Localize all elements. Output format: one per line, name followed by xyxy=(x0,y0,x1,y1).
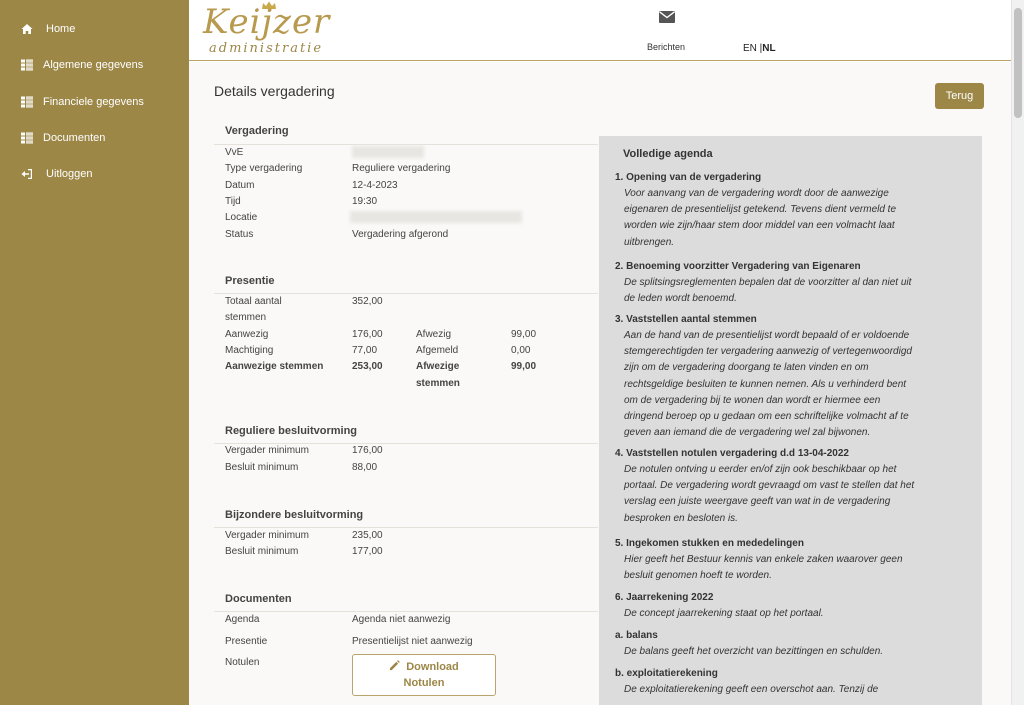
section-title-vergadering: Vergadering xyxy=(225,125,289,137)
agenda-item xyxy=(615,628,965,660)
agenda-item-text: De splitsingsreglementen bepalen dat de voorzitter al dan niet uit xyxy=(624,277,912,288)
agenda-item-text: Hier geeft het Bestuur kennis van enkele zaken waarover geen xyxy=(624,554,903,565)
field-value: 352,00 xyxy=(352,296,383,307)
field-value: 176,00 xyxy=(352,329,383,340)
agenda-title: Volledige agenda xyxy=(623,148,713,160)
field-label: Afwezige xyxy=(416,361,460,372)
agenda-item-text: uitbrengen. xyxy=(624,236,675,248)
agenda-item-text: besproken en besloten is. xyxy=(624,512,738,524)
field-label: Aanwezig xyxy=(225,329,269,340)
agenda-item xyxy=(615,170,965,251)
field-label: Besluit minimum xyxy=(225,462,299,473)
agenda-item-text: De exploitatierekening geeft een overschot aan. Tenzij de xyxy=(624,684,879,695)
sidebar-item-documenten[interactable] xyxy=(21,132,105,144)
envelope-icon[interactable] xyxy=(659,11,675,23)
language-switcher xyxy=(743,43,776,54)
home-icon xyxy=(21,23,33,35)
field-value: 177,00 xyxy=(352,546,383,557)
agenda-item-text: De notulen ontving u eerder en/of zijn ook beschikbaar op het xyxy=(624,464,897,475)
field-label: Afgemeld xyxy=(416,345,459,356)
agenda-item-text: portaal. De vergadering wordt gevraagd om vast te stellen dat het xyxy=(624,480,915,492)
field-label: Agenda xyxy=(225,614,260,625)
main-content xyxy=(189,62,1011,705)
field-label: Presentie xyxy=(225,636,268,647)
sidebar-item-label: Algemene gegevens xyxy=(43,59,144,71)
field-value: 88,00 xyxy=(352,462,378,473)
sidebar-item-label: Documenten xyxy=(43,132,106,144)
download-notulen-button[interactable] xyxy=(352,654,496,696)
field-label: Tijd xyxy=(225,196,241,207)
sidebar-item-label: Home xyxy=(46,23,76,35)
lang-separator: | xyxy=(756,43,763,54)
agenda-item xyxy=(615,259,965,307)
divider xyxy=(214,611,598,612)
field-label: Notulen xyxy=(225,657,260,668)
section-title-documenten: Documenten xyxy=(225,593,292,605)
row-datum xyxy=(225,180,254,191)
agenda-item-heading: 3. Vaststellen aantal stemmen xyxy=(615,314,757,325)
download-label: Download xyxy=(353,660,495,673)
agenda-item xyxy=(615,590,965,622)
field-label: Machtiging xyxy=(225,345,274,356)
agenda-item-heading: 2. Benoeming voorzitter Vergadering van Eigenaren xyxy=(615,261,861,272)
field-value: Presentielijst niet aanwezig xyxy=(352,636,473,647)
field-value: 12-4-2023 xyxy=(352,180,398,191)
agenda-item xyxy=(615,446,965,527)
page-title: Details vergadering xyxy=(214,83,335,99)
divider xyxy=(214,527,598,528)
field-label: stemmen xyxy=(225,312,267,323)
section-title-bijzondere-besluitvorming: Bijzondere besluitvorming xyxy=(225,509,364,521)
page-scrollbar[interactable] xyxy=(1011,0,1024,705)
sidebar-item-home[interactable] xyxy=(21,23,75,35)
agenda-item xyxy=(615,666,965,698)
agenda-item-text: besluit genomen hoeft te worden. xyxy=(624,570,772,582)
redacted-vve-value xyxy=(352,146,424,158)
agenda-item-text: eigenaren de presentielijst getekend. Tevens dient vermeld te xyxy=(624,204,897,216)
agenda-item-heading: 6. Jaarrekening 2022 xyxy=(615,592,714,603)
field-label: Vergader minimum xyxy=(225,445,309,456)
agenda-item-text: worden wie zijn/haar stem door middel van een volmacht laat xyxy=(624,220,895,232)
sidebar-item-algemene-gegevens[interactable] xyxy=(21,59,143,71)
field-value: 176,00 xyxy=(352,445,383,456)
field-value: 19:30 xyxy=(352,196,378,207)
divider xyxy=(214,144,598,145)
redacted-locatie-value xyxy=(350,211,522,223)
row-type xyxy=(225,163,302,174)
field-value: 235,00 xyxy=(352,530,383,541)
agenda-item xyxy=(615,312,965,441)
field-value: Agenda niet aanwezig xyxy=(352,614,451,625)
agenda-item-text: om de vergadering bij te wonen dan wordt er hiermee een xyxy=(624,394,881,406)
row-status xyxy=(225,229,253,240)
agenda-item-text: zijn om de vergadering doorgang te laten vinden en om xyxy=(624,362,869,374)
field-label: Besluit minimum xyxy=(225,546,299,557)
sidebar-item-label: Financiele gegevens xyxy=(43,96,144,108)
field-label: Type vergadering xyxy=(225,163,303,174)
agenda-item-heading: b. exploitatierekening xyxy=(615,668,718,679)
messages-link[interactable]: Berichten xyxy=(647,42,686,52)
list-icon xyxy=(21,132,33,144)
logo-tagline: administratie xyxy=(209,41,324,56)
lang-en-link[interactable]: EN xyxy=(743,43,757,54)
field-label: Status xyxy=(225,229,254,240)
field-label: stemmen xyxy=(416,378,460,389)
sidebar-item-label: Uitloggen xyxy=(46,168,93,180)
sidebar-item-uitloggen[interactable] xyxy=(21,168,92,180)
sidebar-item-financiele-gegevens[interactable] xyxy=(21,96,144,108)
agenda-item-heading: 4. Vaststellen notulen vergadering d.d 13-04-2022 xyxy=(615,448,849,459)
field-value: 99,00 xyxy=(511,361,537,372)
top-header xyxy=(189,0,1011,61)
agenda-item-text: geven aan iemand die de vergadering wel zal bijwonen. xyxy=(624,427,871,439)
section-title-reguliere-besluitvorming: Reguliere besluitvorming xyxy=(225,425,358,437)
agenda-item-heading: 1. Opening van de vergadering xyxy=(615,172,762,183)
field-value: 253,00 xyxy=(352,361,383,372)
field-label: Vergader minimum xyxy=(225,530,309,541)
divider xyxy=(214,443,598,444)
agenda-panel xyxy=(599,136,982,705)
agenda-item-text: verslag een juiste weergave geeft van wat in de vergadering xyxy=(624,496,891,508)
agenda-item-heading: 5. Ingekomen stukken en mededelingen xyxy=(615,538,804,549)
agenda-item-text: Voor aanvang van de vergadering wordt door de aanwezige xyxy=(624,188,889,199)
row-tijd xyxy=(225,196,241,207)
agenda-item xyxy=(615,536,965,584)
logo-wordmark: Keijzer xyxy=(203,2,331,42)
field-value: 0,00 xyxy=(511,345,531,356)
agenda-item-text: rechtsgeldige besluiten te kunnen nemen. Als u verhinderd bent xyxy=(624,378,907,390)
field-value: Reguliere vergadering xyxy=(352,163,451,174)
sidebar xyxy=(0,0,189,705)
logo[interactable] xyxy=(203,3,343,59)
field-label: Afwezig xyxy=(416,329,452,340)
pencil-icon xyxy=(389,660,400,671)
field-label: Datum xyxy=(225,180,255,191)
agenda-item-text: De concept jaarrekening staat op het portaal. xyxy=(624,608,824,619)
row-locatie xyxy=(225,212,257,223)
list-icon xyxy=(21,59,33,71)
back-button[interactable]: Terug xyxy=(935,83,984,109)
agenda-item-text: dringend beroep op u gedaan om een schriftelijke volmacht af te xyxy=(624,411,909,423)
field-value: Vergadering afgerond xyxy=(352,229,449,240)
agenda-item-text: De balans geeft het overzicht van bezittingen en schulden. xyxy=(624,646,884,657)
row-vve xyxy=(225,147,243,158)
agenda-item-text: stemgerechtigden ter vergadering aanwezig of vertegenwoordigd xyxy=(624,346,912,358)
field-label: Locatie xyxy=(225,212,258,223)
field-value: 77,00 xyxy=(352,345,378,356)
field-label: VvE xyxy=(225,147,244,158)
field-value: 99,00 xyxy=(511,329,537,340)
logout-icon xyxy=(21,168,33,180)
field-label: Aanwezige stemmen xyxy=(225,361,324,372)
agenda-item-heading: a. balans xyxy=(615,630,658,641)
agenda-item-text: de leden wordt benoemd. xyxy=(624,293,737,305)
agenda-item-text: Aan de hand van de presentielijst wordt bepaald of er voldoende xyxy=(624,330,910,341)
field-label: Totaal aantal xyxy=(225,296,282,307)
scrollbar-thumb[interactable] xyxy=(1014,8,1022,118)
list-icon xyxy=(21,96,33,108)
lang-nl-link[interactable]: NL xyxy=(762,43,776,54)
download-label-line2: Notulen xyxy=(403,677,445,689)
section-title-presentie: Presentie xyxy=(225,275,275,287)
divider xyxy=(214,293,598,294)
